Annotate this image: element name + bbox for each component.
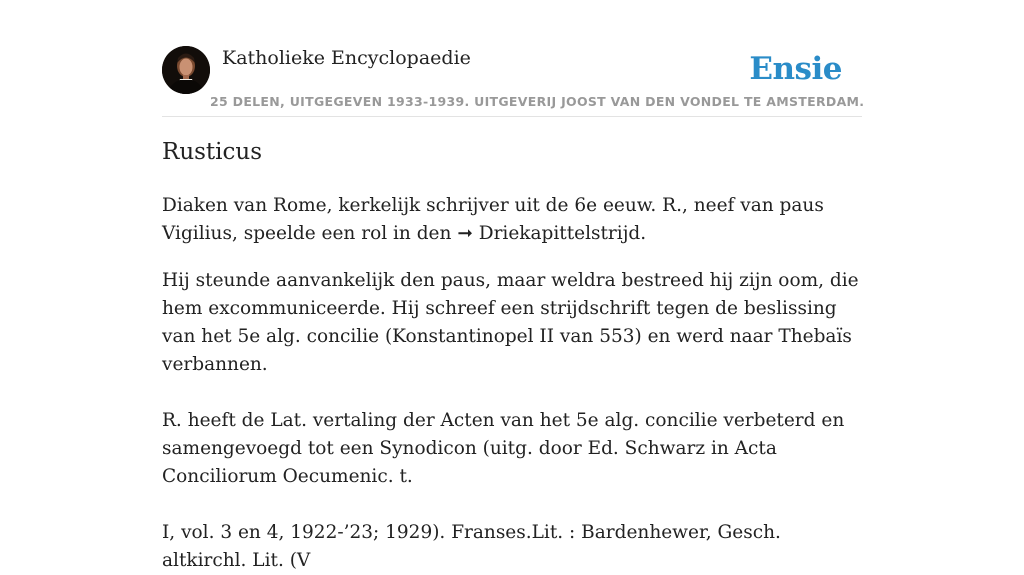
paragraph-2: Hij steunde aanvankelijk den paus, maar weldra bestreed hij zijn oom, die hem excommuniceerde. Hij schreef een strijdschrift tegen de beslissing van het 5e alg. concilie (Konstantinopel II van 553) en werd naar Thebaïs verbannen. <box>162 270 859 375</box>
paragraph-1-end: . <box>640 223 647 244</box>
portrait-avatar[interactable] <box>162 46 210 94</box>
link-driekapittelstrijd[interactable]: Driekapittelstrijd <box>478 223 641 244</box>
book-subtitle: 25 DELEN, UITGEGEVEN 1933-1939. UITGEVERIJ JOOST VAN DEN VONDEL TE AMSTERDAM. <box>210 94 865 109</box>
portrait-icon <box>162 46 210 94</box>
paragraph-1 <box>162 192 867 248</box>
arrow-icon: ➞ <box>457 223 473 244</box>
brand-logo[interactable]: Ensie <box>749 51 842 87</box>
article-body <box>162 192 867 575</box>
paragraph-1-text: Diaken van Rome, kerkelijk schrijver uit de 6e eeuw. R., neef van paus Vigilius, speelde een rol in den <box>162 195 824 244</box>
paragraph-3: R. heeft de Lat. vertaling der Acten van het 5e alg. concilie verbeterd en samengevoegd tot een Synodicon (uitg. door Ed. Schwarz in Acta Conciliorum Oecumenic. t. <box>162 410 845 487</box>
header <box>162 46 865 117</box>
paragraph-4: I, vol. 3 en 4, 1922-’23; 1929). Franses.Lit. : Bardenhewer, Gesch. altkirchl. Lit. (V <box>162 522 781 571</box>
book-title[interactable]: Katholieke Encyclopaedie <box>222 47 471 69</box>
article-title: Rusticus <box>162 139 263 165</box>
